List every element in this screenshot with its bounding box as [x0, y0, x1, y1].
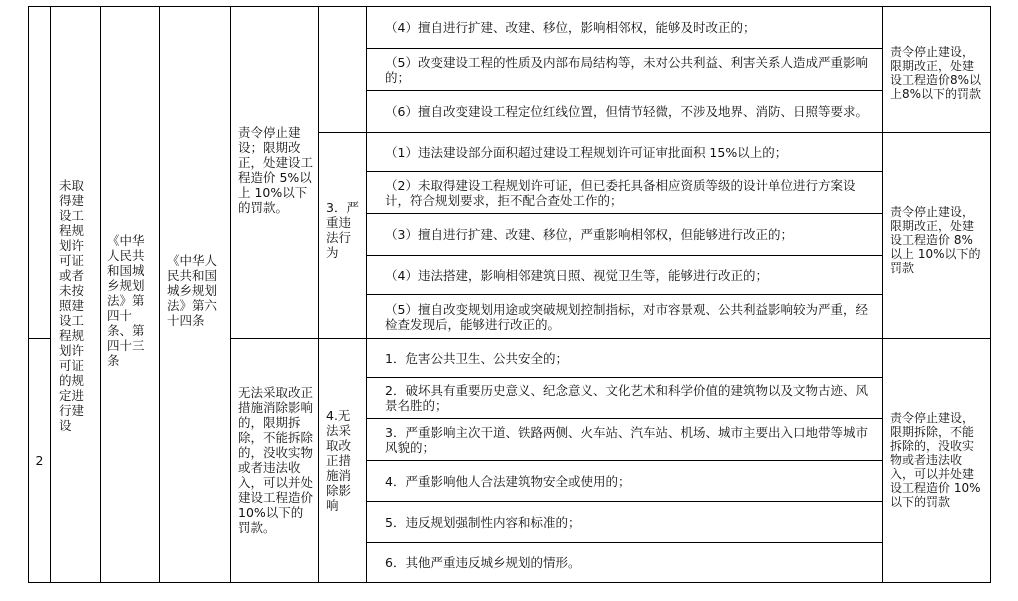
law-basis-2: 《中华人民共和国城乡规划法》第六十四条 [167, 252, 218, 328]
list-item: 3．严重影响主次干道、铁路两侧、火车站、汽车站、机场、城市主要出入口地带等城市风貌的； [385, 424, 868, 455]
category-severe: 3．严重违法行为 [326, 200, 359, 260]
list-item: （4）违法搭建，影响相邻建筑日照、视觉卫生等，能够进行改正的； [385, 267, 768, 283]
list-item: （2）未取得建设工程规划许可证，但已委托具备相应资质等级的设计单位进行方案设计，符合规划要求，拒不配合查处工作的； [385, 177, 856, 208]
list-item: （5）改变建设工程的性质及内部布局结构等，未对公共利益、利害关系人造成严重影响的； [385, 54, 868, 85]
list-item: （5）擅自改变规划用途或突破规划控制指标，对市容景观、公共利益影响较为严重，经检查发现后，能够进行改正的。 [385, 301, 868, 332]
penalty-group-2: 无法采取改正措施消除影响的，限期拆除，不能拆除的，没收实物或者违法收入，可以并处建设工程造价 10%以下的罚款。 [238, 385, 314, 535]
list-item: 2．破坏具有重要历史意义、纪念意义、文化艺术和科学价值的建筑物以及文物古迹、风景名胜的； [385, 383, 868, 413]
list-item: 5．违反规划强制性内容和标准的； [385, 514, 581, 530]
list-item: （3）擅自进行扩建、改建、移位，严重影响相邻权，但能够进行改正的； [385, 227, 793, 242]
col-border [50, 6, 51, 583]
punishment-top: 责令停止建设，限期改正，处建设工程造价8%以上8%以下的罚款 [890, 44, 982, 101]
list-item: 4．严重影响他人合法建筑物安全或使用的； [385, 473, 631, 489]
col-border [159, 6, 160, 583]
list-item: （6）擅自改变建设工程定位红线位置，但情节轻微，不涉及地界、消防、日照等要求。 [385, 104, 868, 119]
list-item: 1．危害公共卫生、公共安全的； [385, 350, 568, 366]
list-item: （1）违法建设部分面积超过建设工程规划许可证审批面积 15%以上的； [385, 144, 788, 160]
law-basis-1: 《中华人民共和国城乡规划法》第四十条、第四十三条 [107, 232, 145, 368]
col-border [882, 6, 883, 583]
list-item: 6．其他严重违反城乡规划的情形。 [385, 555, 581, 570]
penalty-group-1: 责令停止建设；限期改正，处建设工程造价 5%以上 10%以下的罚款。 [238, 125, 314, 215]
list-item: （4）擅自进行扩建、改建、移位，影响相邻权，能够及时改正的； [385, 20, 756, 35]
violation-act: 未取得建设工程规划许可证或者未按照建设工程规划许可证的规定进行建设 [59, 177, 85, 433]
col-border [990, 6, 991, 583]
col-border [230, 6, 231, 583]
table-bottom-border [28, 582, 991, 583]
col-border [100, 6, 101, 583]
punishment-severe: 责令停止建设，限期改正，处建设工程造价 8%以上 10%以下的罚款 [890, 205, 981, 275]
category-unfixable: 4.无法采取改正措施消除影响 [326, 407, 352, 513]
row-number: 2 [35, 453, 44, 468]
col-border [318, 6, 319, 583]
punishment-unfixable: 责令停止建设，限期拆除，不能拆除的，没收实物或者违法收入，可以并处建设工程造价 10%以下的罚款 [890, 411, 981, 509]
